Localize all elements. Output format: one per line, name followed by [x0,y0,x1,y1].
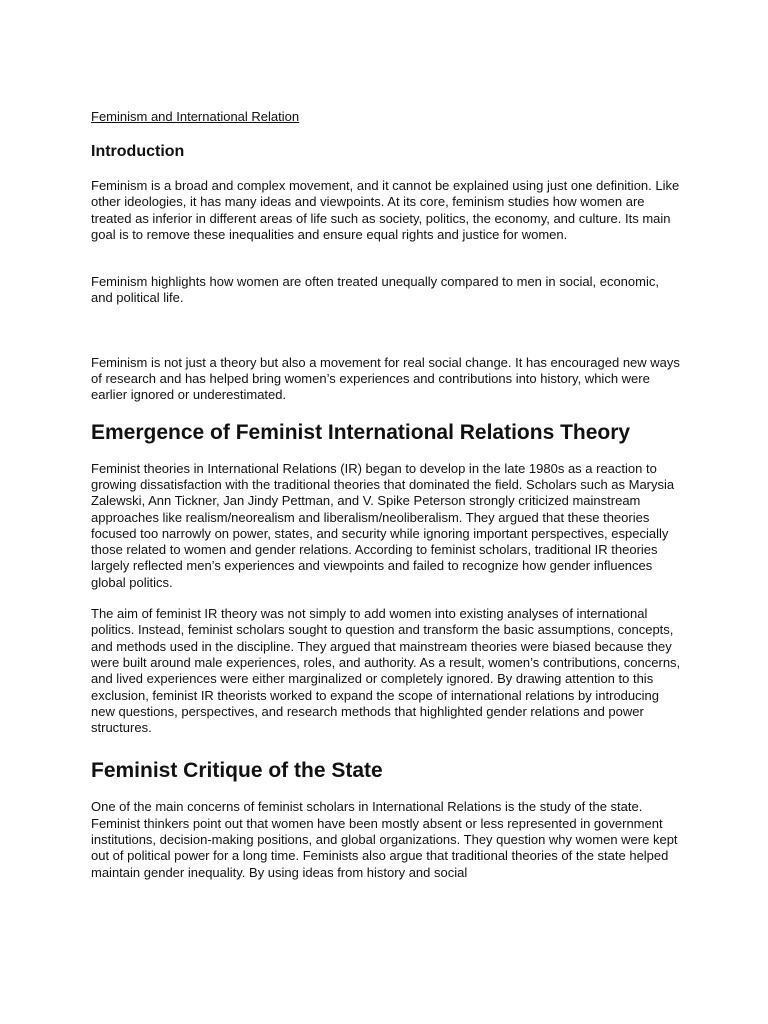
intro-paragraph-1: Feminism is a broad and complex movement, and it cannot be explained using just one definition. Like other ideologies, it has many ideas and viewpoints. At its core, feminism studies how women are treated as inferior in different areas of life such as society, politics, the economy, and culture. Its main goal is to remove these inequalities and ensure equal rights and justice for women. [91,178,680,242]
critique-heading: Feminist Critique of the State [91,759,383,783]
document-body [91,109,683,881]
emergence-paragraph-1: Feminist theories in International Relations (IR) began to develop in the late 1980s as a reaction to growing dissatisfaction with the traditional theories that dominated the field. Scholars such as Marysia Zalewski, Ann Tickner, Jan Jindy Pettman, and V. Spike Peterson strongly criticized mainstream approaches like realism/neorealism and liberalism/neoliberalism. They argued that these theories focused too narrowly on power, states, and security while ignoring important perspectives, especially those related to women and gender relations. According to feminist scholars, traditional IR theories largely reflected men’s experiences and viewpoints and failed to recognize how gender influences global politics. [91,460,675,590]
critique-paragraph-1: One of the main concerns of feminist scholars in International Relations is the study of the state. Feminist thinkers point out that women have been mostly absent or less represented in government institutions, decision-making positions, and global organizations. They question why women were kept out of political power for a long time. Feminists also argue that traditional theories of the state helped maintain gender inequality. By using ideas from history and social [91,799,678,880]
intro-paragraph-2: Feminism highlights how women are often treated unequally compared to men in social, economic, and political life. [91,274,659,306]
document-title: Feminism and International Relation [91,109,300,124]
intro-paragraph-3: Feminism is not just a theory but also a movement for real social change. It has encouraged new ways of research and has helped bring women’s experiences and contributions into history, which were earlier ignored or underestimated. [91,354,680,403]
emergence-paragraph-2: The aim of feminist IR theory was not simply to add women into existing analyses of international politics. Instead, feminist scholars sought to question and transform the basic assumptions, concepts, and methods used in the discipline. They argued that mainstream theories were biased because they were built around male experiences, roles, and authority. As a result, women’s contributions, concerns, and lived experiences were either marginalized or completely ignored. By drawing attention to this exclusion, feminist IR theorists worked to expand the scope of international relations by introducing new questions, perspectives, and research methods that highlighted gender relations and power structures. [91,606,681,736]
emergence-heading: Emergence of Feminist International Relations Theory [91,420,631,444]
introduction-heading: Introduction [91,143,185,160]
